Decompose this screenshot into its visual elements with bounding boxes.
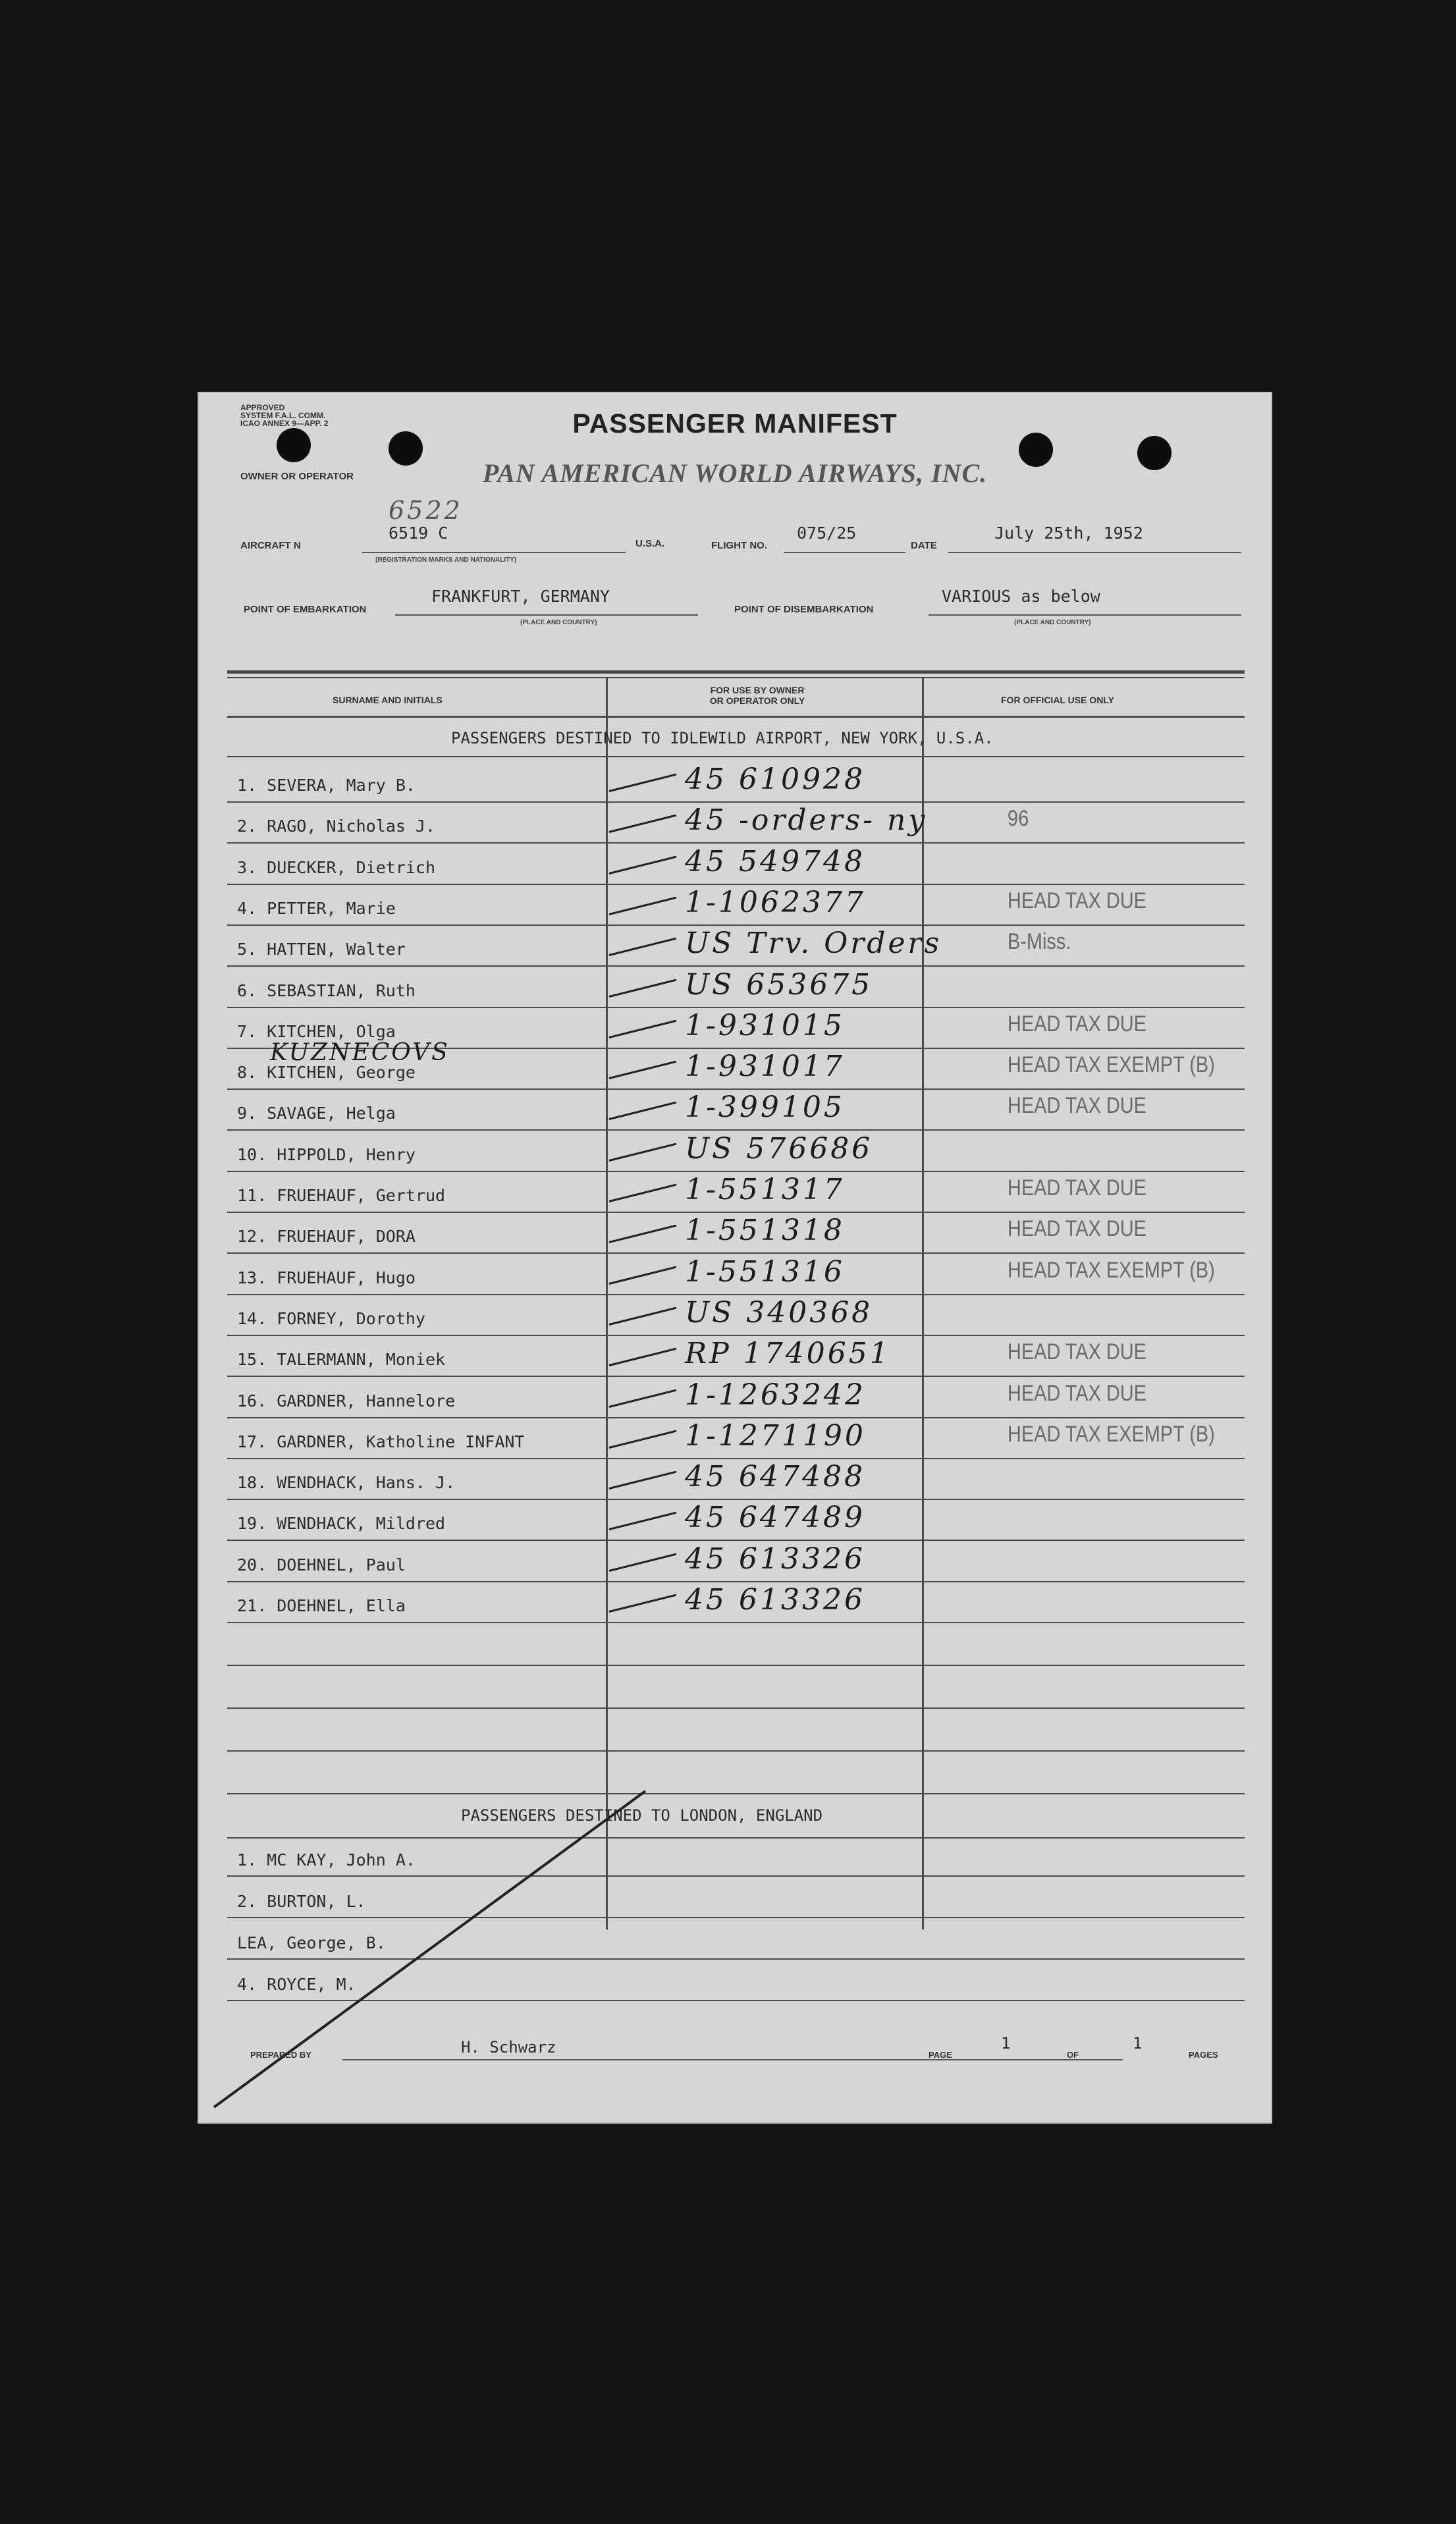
of-label: OF [1067, 2050, 1079, 2060]
document-number: 1-551317 [685, 1173, 845, 1206]
passenger-name: 4. PETTER, Marie [237, 898, 396, 918]
passenger-name: 10. HIPPOLD, Henry [237, 1144, 416, 1164]
passenger-name: 18. WENDHACK, Hans. J. [237, 1473, 456, 1493]
official-stamp: HEAD TAX DUE [1008, 1380, 1146, 1406]
passenger-name: 13. FRUEHAUF, Hugo [237, 1268, 416, 1287]
date-label: DATE [911, 540, 937, 551]
manifest-sheet [198, 392, 1272, 2124]
official-stamp: HEAD TAX EXEMPT (B) [1008, 1421, 1215, 1447]
place-caption: (PLACE AND COUNTRY) [1014, 619, 1091, 626]
document-number: US 340368 [685, 1295, 873, 1329]
official-stamp: HEAD TAX DUE [1008, 1011, 1146, 1036]
aircraft-number: 6519 C [389, 524, 448, 543]
passenger-name: 3. DUECKER, Dietrich [237, 857, 436, 877]
passenger-name: 2. RAGO, Nicholas J. [237, 817, 436, 836]
official-stamp: 96 [1008, 806, 1029, 832]
document-number: 1-1271190 [685, 1418, 866, 1453]
document-number: 1-931017 [685, 1050, 845, 1084]
official-stamp: HEAD TAX DUE [1008, 1093, 1146, 1119]
document-title: PASSENGER MANIFEST [572, 408, 898, 439]
document-number: 45 647489 [685, 1501, 865, 1535]
aircraft-label: AIRCRAFT N [240, 540, 301, 551]
london-passenger-name: LEA, George, B. [237, 1933, 386, 1952]
column-official-use: FOR OFFICIAL USE ONLY [1001, 695, 1114, 705]
embarkation-label: POINT OF EMBARKATION [244, 604, 367, 615]
section-london: PASSENGERS DESTINED TO LONDON, ENGLAND [461, 1806, 823, 1825]
approval-note: APPROVED SYSTEM F.A.L. COMM. ICAO ANNEX 9—APP. 2 [240, 403, 329, 428]
document-number: RP 1740651 [685, 1337, 891, 1371]
usa-label: U.S.A. [635, 538, 665, 549]
flight-number: 075/25 [797, 524, 857, 543]
document-number: US Trv. Orders [685, 926, 942, 961]
prepared-by: H. Schwarz [461, 2038, 556, 2056]
official-stamp: HEAD TAX DUE [1008, 1175, 1146, 1200]
page-number: 1 [1001, 2034, 1011, 2053]
passenger-name: 6. SEBASTIAN, Ruth [237, 980, 416, 1000]
pages-label: PAGES [1189, 2050, 1218, 2060]
flight-date: July 25th, 1952 [994, 524, 1143, 543]
place-caption: (PLACE AND COUNTRY) [520, 619, 597, 626]
passenger-name: 14. FORNEY, Dorothy [237, 1308, 425, 1328]
london-passenger-name: 1. MC KAY, John A. [237, 1850, 416, 1869]
document-number: 1-551318 [685, 1214, 845, 1248]
official-stamp: HEAD TAX DUE [1008, 888, 1146, 913]
passenger-name: 17. GARDNER, Katholine INFANT [237, 1432, 525, 1451]
official-stamp: HEAD TAX DUE [1008, 1216, 1146, 1242]
official-stamp: HEAD TAX EXEMPT (B) [1008, 1257, 1215, 1283]
prepared-by-label: PREPARED BY [250, 2050, 311, 2060]
london-passenger-name: 4. ROYCE, M. [237, 1975, 356, 1994]
airline-name: PAN AMERICAN WORLD AIRWAYS, INC. [482, 458, 988, 488]
document-number: 45 610928 [685, 763, 865, 796]
disembarkation-place: VARIOUS as below [942, 587, 1100, 606]
document-number: US 653675 [685, 967, 873, 1002]
document-number: 1-399105 [685, 1090, 845, 1125]
official-stamp: HEAD TAX DUE [1008, 1339, 1146, 1365]
registration-caption: (REGISTRATION MARKS AND NATIONALITY) [375, 556, 517, 564]
column-surname: SURNAME AND INITIALS [333, 695, 443, 705]
passenger-name: 20. DOEHNEL, Paul [237, 1555, 406, 1574]
document-number: US 576686 [685, 1131, 873, 1166]
passenger-name: 21. DOEHNEL, Ella [237, 1596, 406, 1615]
page-total: 1 [1133, 2034, 1143, 2053]
passenger-name: 9. SAVAGE, Helga [237, 1104, 396, 1123]
passenger-name: 15. TALERMANN, Moniek [237, 1350, 446, 1370]
document-number: 1-1263242 [685, 1378, 866, 1412]
document-number: 45 613326 [685, 1542, 865, 1576]
document-number: 45 647488 [685, 1460, 865, 1494]
official-stamp: HEAD TAX EXEMPT (B) [1008, 1052, 1215, 1078]
document-number: 45 549748 [685, 844, 865, 878]
owner-label: OWNER OR OPERATOR [240, 471, 354, 482]
page-label: PAGE [929, 2050, 952, 2060]
document-number: 1-1062377 [685, 885, 866, 919]
flight-label: FLIGHT NO. [711, 540, 767, 551]
column-owner-use: FOR USE BY OWNER OR OPERATOR ONLY [709, 685, 805, 706]
passenger-name: 8. KITCHEN, George [237, 1063, 416, 1083]
embarkation-place: FRANKFURT, GERMANY [431, 587, 610, 606]
passenger-name: 12. FRUEHAUF, DORA [237, 1227, 416, 1247]
passenger-name: 19. WENDHACK, Mildred [237, 1514, 446, 1534]
passenger-name: 7. KITCHEN, Olga [237, 1021, 396, 1041]
document-number: 1-551316 [685, 1254, 845, 1289]
aircraft-hand-number: 6522 [389, 496, 463, 525]
correction-note: KUZNECOVS [270, 1039, 450, 1066]
passenger-name: 11. FRUEHAUF, Gertrud [237, 1186, 446, 1205]
official-stamp: B-Miss. [1008, 929, 1071, 955]
section-idlewild: PASSENGERS DESTINED TO IDLEWILD AIRPORT, NEW YORK, U.S.A. [451, 729, 994, 747]
document-number: 1-931015 [685, 1008, 845, 1042]
document-number: 45 613326 [685, 1583, 865, 1617]
passenger-name: 5. HATTEN, Walter [237, 940, 406, 959]
document-number: 45 -orders- ny [685, 803, 928, 838]
passenger-name: 16. GARDNER, Hannelore [237, 1391, 456, 1410]
passenger-name: 1. SEVERA, Mary B. [237, 776, 416, 795]
disembarkation-label: POINT OF DISEMBARKATION [734, 604, 874, 615]
cancel-strike-line [198, 392, 1272, 2124]
london-passenger-name: 2. BURTON, L. [237, 1892, 366, 1911]
